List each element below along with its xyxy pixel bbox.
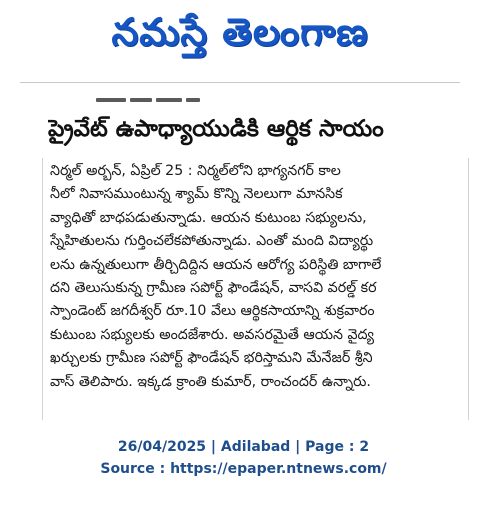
clipped-text-fragment bbox=[96, 98, 208, 103]
column-divider-right bbox=[468, 158, 469, 420]
article-body-line: దని తెలుసుకున్న గ్రామీణ సపోర్ట్ ఫౌండేషన్, వాసవి వరల్డ్ కర bbox=[50, 279, 377, 296]
masthead-logo: నమస్తే తెలంగాణ bbox=[111, 10, 369, 54]
column-divider-left bbox=[42, 158, 43, 420]
masthead-divider bbox=[20, 82, 460, 83]
article-body-line: స్పాండెంట్ జగదీశ్వర్ రూ.10 వేలు ఆర్థికసాయాన్ని శుక్రవారం bbox=[50, 303, 375, 320]
article-body-line: కుటుంబ సభ్యులకు అందజేశారు. అవసరమైతే ఆయన వైద్య bbox=[50, 326, 374, 343]
publication-date-edition-page: 26/04/2025 | Adilabad | Page : 2 bbox=[117, 439, 370, 455]
article-body-line: నీలో నివాసముంటున్న శ్యామ్ కొన్ని నెలలుగా మానసిక bbox=[50, 186, 343, 203]
article-body-line: ఖర్చులకు గ్రామీణ సపోర్ట్ ఫౌండేషన్ భరిస్తామని మేనేజర్ శ్రీని bbox=[50, 350, 373, 367]
article-body-line: వాస్ తెలిపారు. ఇక్కడ క్రాంతి కుమార్, రాంచందర్ ఉన్నారు. bbox=[50, 373, 371, 390]
publication-footer bbox=[0, 436, 487, 480]
article-body-line: లను ఉన్నతులుగా తీర్చిదిద్దిన ఆయన ఆరోగ్య పరిస్థితి బాగాలే bbox=[50, 256, 382, 273]
article-headline: ప్రైవేట్ ఉపాధ్యాయుడికి ఆర్థిక సాయం bbox=[48, 116, 384, 142]
article-body-line: స్నేహితులను గుర్తించలేకపోతున్నాడు. ఎంతో మంది విద్యార్థు bbox=[50, 233, 374, 250]
article-body-line: వ్యాధితో బాధపడుతున్నాడు. ఆయన కుటుంబ సభ్యులను, bbox=[50, 209, 367, 226]
source-url[interactable]: Source : https://epaper.ntnews.com/ bbox=[100, 461, 387, 477]
article-body bbox=[50, 160, 458, 410]
article-body-line: నిర్మల్ అర్బన్, ఏప్రిల్ 25 : నిర్మల్‌లోని భాగ్యనగర్ కాల bbox=[50, 163, 341, 179]
